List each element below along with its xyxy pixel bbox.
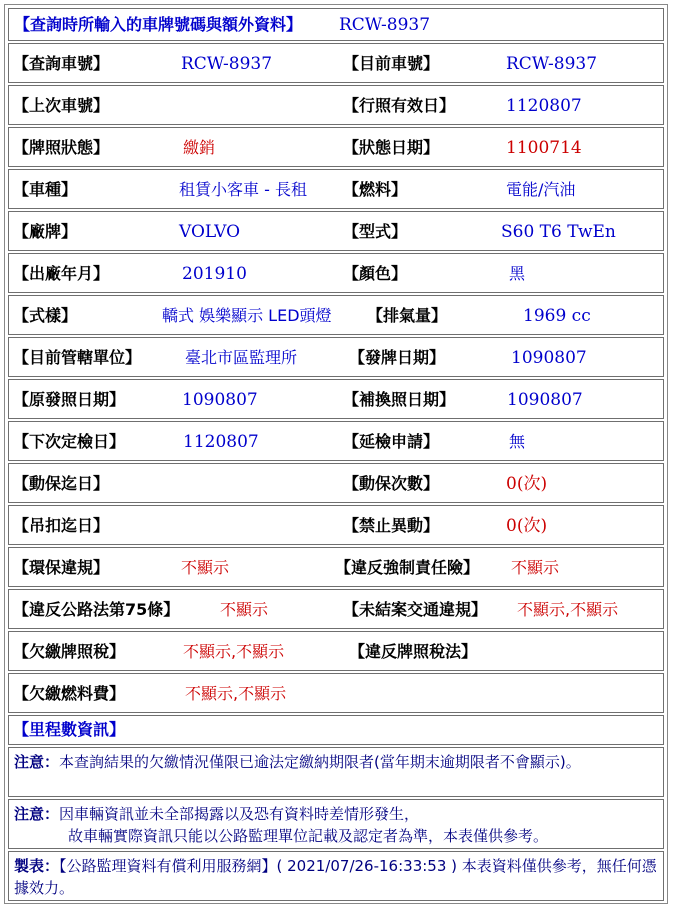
info-row [8,295,664,335]
value-license-expiry: 1120807 [506,96,582,116]
note-1-prefix: 注意： [14,753,60,771]
value-manufacture-date: 201910 [182,264,247,284]
label-color: 【顏色】 [343,264,408,283]
label-replacement-date: 【補換照日期】 [343,390,456,409]
label-query-plate: 【查詢車號】 [13,54,110,73]
note-2-prefix: 注意： [14,805,60,823]
label-jurisdiction: 【目前管轄單位】 [13,348,142,367]
info-row [8,589,664,629]
note-row [8,799,664,849]
info-row [8,631,664,671]
value-insurance-violation: 不顯示 [511,558,560,577]
value-color: 黑 [509,264,526,283]
value-transfer-ban: 0(次) [506,516,548,536]
label-insurance-violation: 【違反強制責任險】 [335,558,480,577]
header-row [8,8,664,41]
value-fuel: 電能/汽油 [506,180,576,199]
info-row [8,505,664,545]
value-issue-date: 1090807 [511,348,587,368]
value-highway-act-violation: 不顯示 [220,600,269,619]
footer-text: 【公路監理資料有償利用服務網】( 2021/07/26-16:33:53 ) 本表資料僅供參考，無任何憑據效力。 [14,857,657,897]
note-1 [14,751,658,773]
label-vehicle-type: 【車種】 [13,180,78,199]
label-status-date: 【狀態日期】 [343,138,440,157]
value-pending-traffic-violation: 不顯示,不顯示 [517,600,619,619]
label-lien-count: 【動保次數】 [343,474,440,493]
label-environmental-violation: 【環保違規】 [13,558,110,577]
label-issue-date: 【發牌日期】 [349,348,446,367]
label-inspection-extension: 【延檢申請】 [343,432,440,451]
value-inspection-extension: 無 [509,432,526,451]
value-model: S60 T6 TwEn [501,222,616,242]
header-plate: RCW-8937 [339,15,431,35]
note-2-text: 因車輛資訊並未全部揭露以及恐有資料時差情形發生， [59,805,420,823]
value-jurisdiction: 臺北市區監理所 [185,348,298,367]
note-1-text: 本查詢結果的欠繳情況僅限已逾法定繳納期限者(當年期末逾期限者不會顯示)。 [59,753,581,771]
mileage-label: 【里程數資訊】 [13,720,126,739]
info-row [8,253,664,293]
footer-note [14,855,658,899]
label-transfer-ban: 【禁止異動】 [343,516,440,535]
value-unpaid-license-tax: 不顯示,不顯示 [183,642,285,661]
value-current-plate: RCW-8937 [506,54,598,74]
footer-row [8,851,664,901]
info-row [8,211,664,251]
mileage-row [8,715,664,745]
info-row [8,547,664,587]
value-style: 轎式 娛樂顯示 LED頭燈 [162,306,332,325]
footer-prefix: 製表： [14,857,60,875]
value-replacement-date: 1090807 [507,390,583,410]
value-vehicle-type: 租賃小客車 - 長租 [179,180,307,199]
note-2 [14,803,658,847]
info-row [8,379,664,419]
info-row [8,463,664,503]
label-highway-act-violation: 【違反公路法第75條】 [13,600,180,619]
label-displacement: 【排氣量】 [367,306,448,325]
value-plate-status: 繳銷 [183,138,216,157]
label-lien-end: 【動保迄日】 [13,474,110,493]
label-original-license-date: 【原發照日期】 [13,390,126,409]
note-2-text-line2: 故車輛實際資訊只能以公路監理單位記載及認定者為準，本表僅供參考。 [68,827,549,845]
label-unpaid-license-tax: 【欠繳牌照稅】 [13,642,126,661]
info-row [8,85,664,125]
value-brand: VOLVO [179,222,241,242]
value-next-inspection: 1120807 [183,432,259,452]
label-license-tax-violation: 【違反牌照稅法】 [349,642,478,661]
label-previous-plate: 【上次車號】 [13,96,110,115]
report-container [4,4,668,904]
info-row [8,169,664,209]
info-row [8,127,664,167]
value-lien-count: 0(次) [506,474,548,494]
label-style: 【式樣】 [13,306,78,325]
value-environmental-violation: 不顯示 [181,558,230,577]
label-fuel: 【燃料】 [343,180,408,199]
label-brand: 【廠牌】 [13,222,78,241]
info-row [8,337,664,377]
info-row [8,43,664,83]
value-query-plate: RCW-8937 [181,54,273,74]
header-title: 【查詢時所輸入的車牌號碼與額外資料】 [14,15,303,34]
info-row [8,421,664,461]
info-row [8,673,664,713]
label-model: 【型式】 [343,222,408,241]
label-current-plate: 【目前車號】 [343,54,440,73]
label-pending-traffic-violation: 【未結案交通違規】 [343,600,488,619]
value-status-date: 1100714 [506,138,582,158]
label-plate-status: 【牌照狀態】 [13,138,110,157]
value-original-license-date: 1090807 [182,390,258,410]
label-suspension-end: 【吊扣迄日】 [13,516,110,535]
note-row [8,747,664,797]
label-next-inspection: 【下次定檢日】 [13,432,126,451]
label-license-expiry: 【行照有效日】 [343,96,456,115]
value-displacement: 1969 cc [523,306,591,326]
label-unpaid-fuel-fee: 【欠繳燃料費】 [13,684,126,703]
value-unpaid-fuel-fee: 不顯示,不顯示 [185,684,287,703]
label-manufacture-date: 【出廠年月】 [13,264,110,283]
